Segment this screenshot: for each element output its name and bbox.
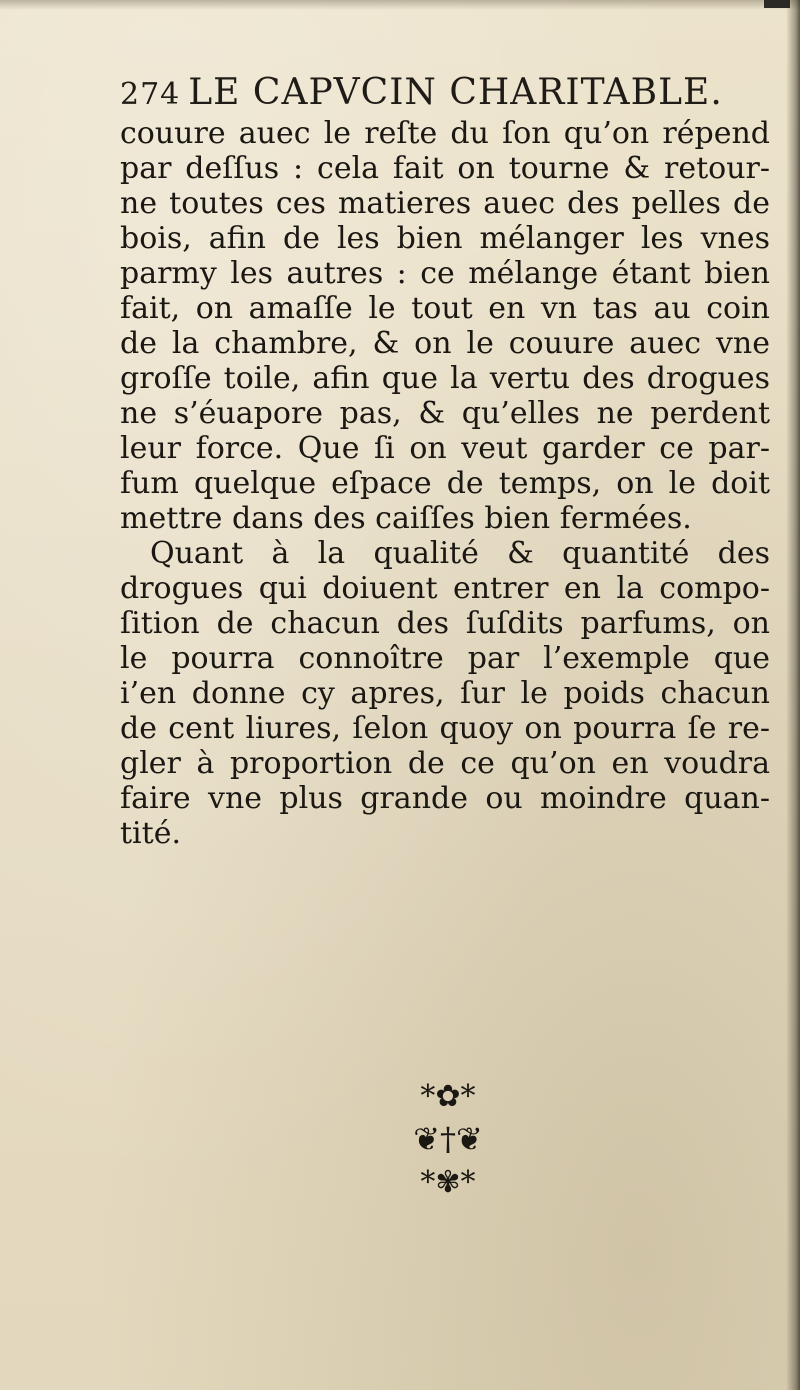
text-line: tité. <box>120 816 181 851</box>
corner-mark <box>764 0 790 8</box>
text-line: gler à proportion de ce qu’on en voudra <box>120 746 770 781</box>
text-line: drogues qui doiuent entrer en la compo- <box>120 571 770 606</box>
text-line: le pourra connoître par l’exemple que <box>120 641 770 676</box>
ornament-row-bottom: *✾* <box>420 1165 476 1200</box>
text-line: leur force. Que ſi on veut garder ce par- <box>120 431 770 466</box>
text-line: de cent liures, ſelon quoy on pourra ſe re- <box>120 711 770 746</box>
text-line: de la chambre, & on le couure auec vne <box>120 326 770 361</box>
page-top-shadow <box>0 0 800 10</box>
page-right-edge-shadow <box>786 0 800 1390</box>
text-line: ne toutes ces matieres auec des pelles de <box>120 186 770 221</box>
page-number: 274 <box>120 77 181 112</box>
text-line: ne s’éuapore pas, & qu’elles ne perdent <box>120 396 770 431</box>
text-line: par deſſus : cela fait on tourne & retour- <box>120 151 770 186</box>
text-line: fait, on amaſſe le tout en vn tas au coin <box>120 291 770 326</box>
text-line: ſition de chacun des ſuſdits parfums, on <box>120 606 770 641</box>
ornament-row-top: *✿* <box>420 1079 476 1114</box>
text-line: couure auec le reſte du ſon qu’on répend <box>120 116 770 151</box>
text-line: faire vne plus grande ou moindre quan- <box>120 781 770 816</box>
fleuron-ornament <box>378 1075 518 1215</box>
text-line: groſſe toile, afin que la vertu des drogues <box>120 361 770 396</box>
text-line: fum quelque eſpace de temps, on le doit <box>120 466 770 501</box>
ornament-row-middle: ❦†❦ <box>413 1120 483 1158</box>
running-head <box>120 72 770 113</box>
text-line: mettre dans des caiſſes bien fermées. <box>120 501 692 536</box>
text-line: i’en donne cy apres, ſur le poids chacun <box>120 676 770 711</box>
text-line: parmy les autres : ce mélange étant bien <box>120 256 770 291</box>
text-line: bois, afin de les bien mélanger les vnes <box>120 221 770 256</box>
running-title: LE CAPVCIN CHARITABLE. <box>188 72 723 113</box>
body-text <box>120 116 770 851</box>
text-line: Quant à la qualité & quantité des <box>150 536 770 571</box>
